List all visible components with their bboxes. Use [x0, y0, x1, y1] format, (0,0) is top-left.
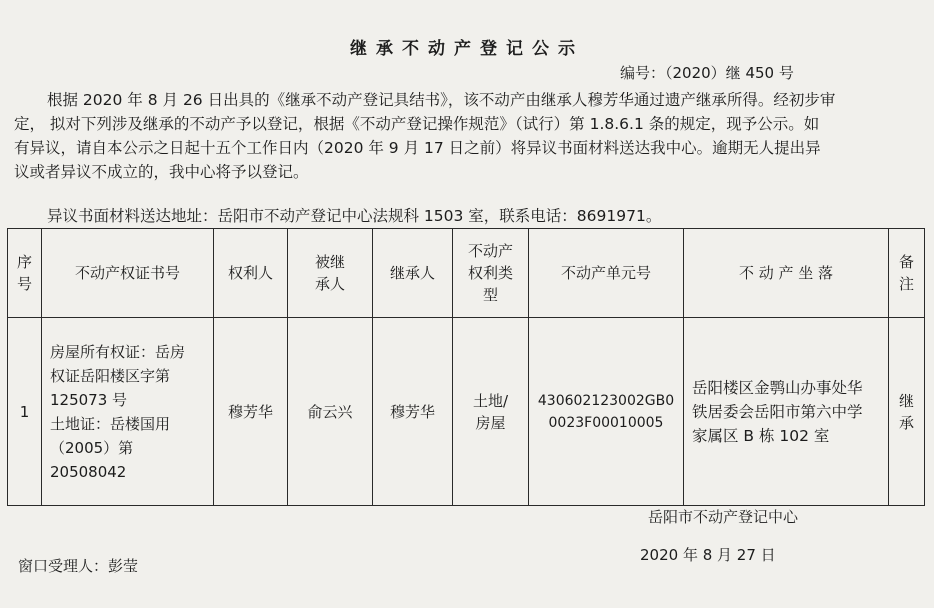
location-line: 铁居委会岳阳市第六中学	[692, 402, 863, 421]
header-right-type-line: 权利类	[467, 264, 513, 282]
unit-no-line: 430602123002GB0	[537, 392, 675, 409]
cell-remark	[889, 318, 925, 506]
header-right-type-line: 型	[482, 286, 498, 304]
body-line-1: 根据 2020 年 8 月 26 日出具的《继承不动产登记具结书》，该不动产由继承人穆芳华通过遗产继承所得。经初步审	[47, 91, 836, 109]
header-seq-line: 序	[16, 253, 32, 271]
header-seq	[8, 229, 42, 318]
notice-body	[14, 88, 919, 184]
header-unit-no: 不动产单元号	[529, 229, 684, 318]
document-number: 编号：（2020）继 450 号	[620, 64, 794, 82]
header-cert-no: 不动产权证书号	[42, 229, 214, 318]
issue-date: 2020 年 8 月 27 日	[640, 546, 776, 564]
property-table	[7, 228, 925, 506]
cell-decedent: 俞云兴	[288, 318, 373, 506]
remark-line: 承	[898, 413, 914, 432]
body-line-2: 定， 拟对下列涉及继承的不动产予以登记，根据《不动产登记操作规范》（试行）第 1.8.6.1 条的规定，现予公示。如	[14, 115, 820, 133]
cell-cert-no	[42, 318, 214, 506]
notice-title: 继承不动产登记公示	[350, 39, 584, 59]
right-type-line: 房屋	[475, 413, 506, 432]
cert-line: （2005）第 20508042	[50, 438, 134, 481]
cert-line: 房屋所有权证：岳房	[50, 342, 186, 361]
cell-seq: 1	[8, 318, 42, 506]
header-seq-line: 号	[16, 275, 32, 293]
header-holder: 权利人	[214, 229, 288, 318]
header-remark-line: 备	[898, 253, 914, 271]
cell-unit-no	[529, 318, 684, 506]
table-header-row	[8, 229, 925, 318]
header-decedent	[288, 229, 373, 318]
header-decedent-line: 承人	[314, 275, 345, 293]
remark-line: 继	[898, 391, 914, 410]
objection-address: 异议书面材料送达地址：岳阳市不动产登记中心法规科 1503 室，联系电话：8691971。	[47, 207, 662, 225]
table-row	[8, 318, 925, 506]
header-right-type-line: 不动产	[467, 242, 513, 260]
window-receiver: 窗口受理人：彭莹	[18, 557, 139, 575]
cert-line: 权证岳阳楼区字第	[50, 366, 171, 385]
header-decedent-line: 被继	[314, 253, 345, 271]
body-line-3: 有异议，请自本公示之日起十五个工作日内（2020 年 9 月 17 日之前）将异议书面材料送达我中心。逾期无人提出异	[14, 139, 821, 157]
body-line-4: 议或者异议不成立的，我中心将予以登记。	[14, 163, 309, 181]
location-line: 家属区 B 栋 102 室	[692, 426, 830, 445]
cell-heir: 穆芳华	[373, 318, 453, 506]
header-remark-line: 注	[898, 275, 914, 293]
cert-line: 土地证：岳楼国用	[50, 414, 171, 433]
cell-holder: 穆芳华	[214, 318, 288, 506]
right-type-line: 土地/	[472, 391, 509, 410]
cell-location	[684, 318, 889, 506]
issuing-office: 岳阳市不动产登记中心	[648, 508, 799, 526]
cert-line: 125073 号	[50, 390, 128, 409]
cell-right-type	[453, 318, 529, 506]
header-right-type	[453, 229, 529, 318]
header-remark	[889, 229, 925, 318]
location-line: 岳阳楼区金鹗山办事处华	[692, 378, 863, 397]
unit-no-line: 0023F00010005	[548, 414, 664, 431]
header-heir: 继承人	[373, 229, 453, 318]
header-location: 不 动 产 坐 落	[684, 229, 889, 318]
